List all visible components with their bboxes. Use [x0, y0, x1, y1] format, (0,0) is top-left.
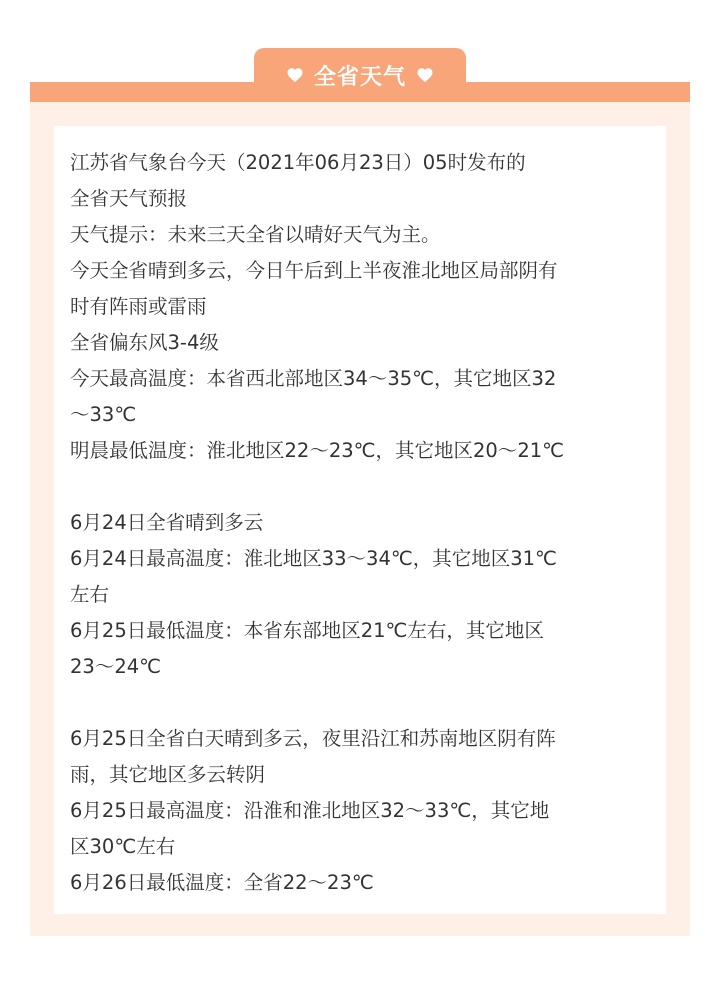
text-line: 左右 [70, 583, 110, 606]
forecast-text [70, 145, 654, 901]
text-line: ～33℃ [70, 403, 137, 426]
text-line: 天气提示：未来三天全省以晴好天气为主。 [70, 223, 441, 246]
page-title: 全省天气 [313, 64, 406, 90]
text-line: 6月25日全省白天晴到多云，夜里沿江和苏南地区阴有阵 [70, 727, 556, 750]
text-line: 雨，其它地区多云转阴 [70, 763, 266, 786]
text-line: 明晨最低温度：淮北地区22～23℃，其它地区20～21℃ [70, 439, 565, 462]
text-line: 6月24日最高温度：淮北地区33～34℃，其它地区31℃ [70, 547, 557, 570]
heart-icon [416, 66, 434, 84]
text-line: 江苏省气象台今天（2021年06月23日）05时发布的 [70, 151, 526, 174]
text-line: 6月25日最高温度：沿淮和淮北地区32～33℃，其它地 [70, 799, 550, 822]
text-line: 23～24℃ [70, 655, 162, 678]
text-line: 今天全省晴到多云，今日午后到上半夜淮北地区局部阴有 [70, 259, 558, 282]
text-line: 6月26日最低温度：全省22～23℃ [70, 871, 374, 894]
text-line: 6月24日全省晴到多云 [70, 511, 264, 534]
blank-line [70, 469, 654, 505]
forecast-card [54, 126, 666, 914]
text-line: 时有阵雨或雷雨 [70, 295, 207, 318]
heart-icon [286, 66, 304, 84]
text-line: 全省偏东风3-4级 [70, 331, 219, 354]
text-line: 今天最高温度：本省西北部地区34～35℃，其它地区32 [70, 367, 557, 390]
text-line: 全省天气预报 [70, 187, 188, 210]
blank-line [70, 685, 654, 721]
title-tab [254, 48, 466, 102]
text-line: 6月25日最低温度：本省东部地区21℃左右，其它地区 [70, 619, 544, 642]
text-line: 区30℃左右 [70, 835, 176, 858]
content-panel [30, 102, 690, 936]
